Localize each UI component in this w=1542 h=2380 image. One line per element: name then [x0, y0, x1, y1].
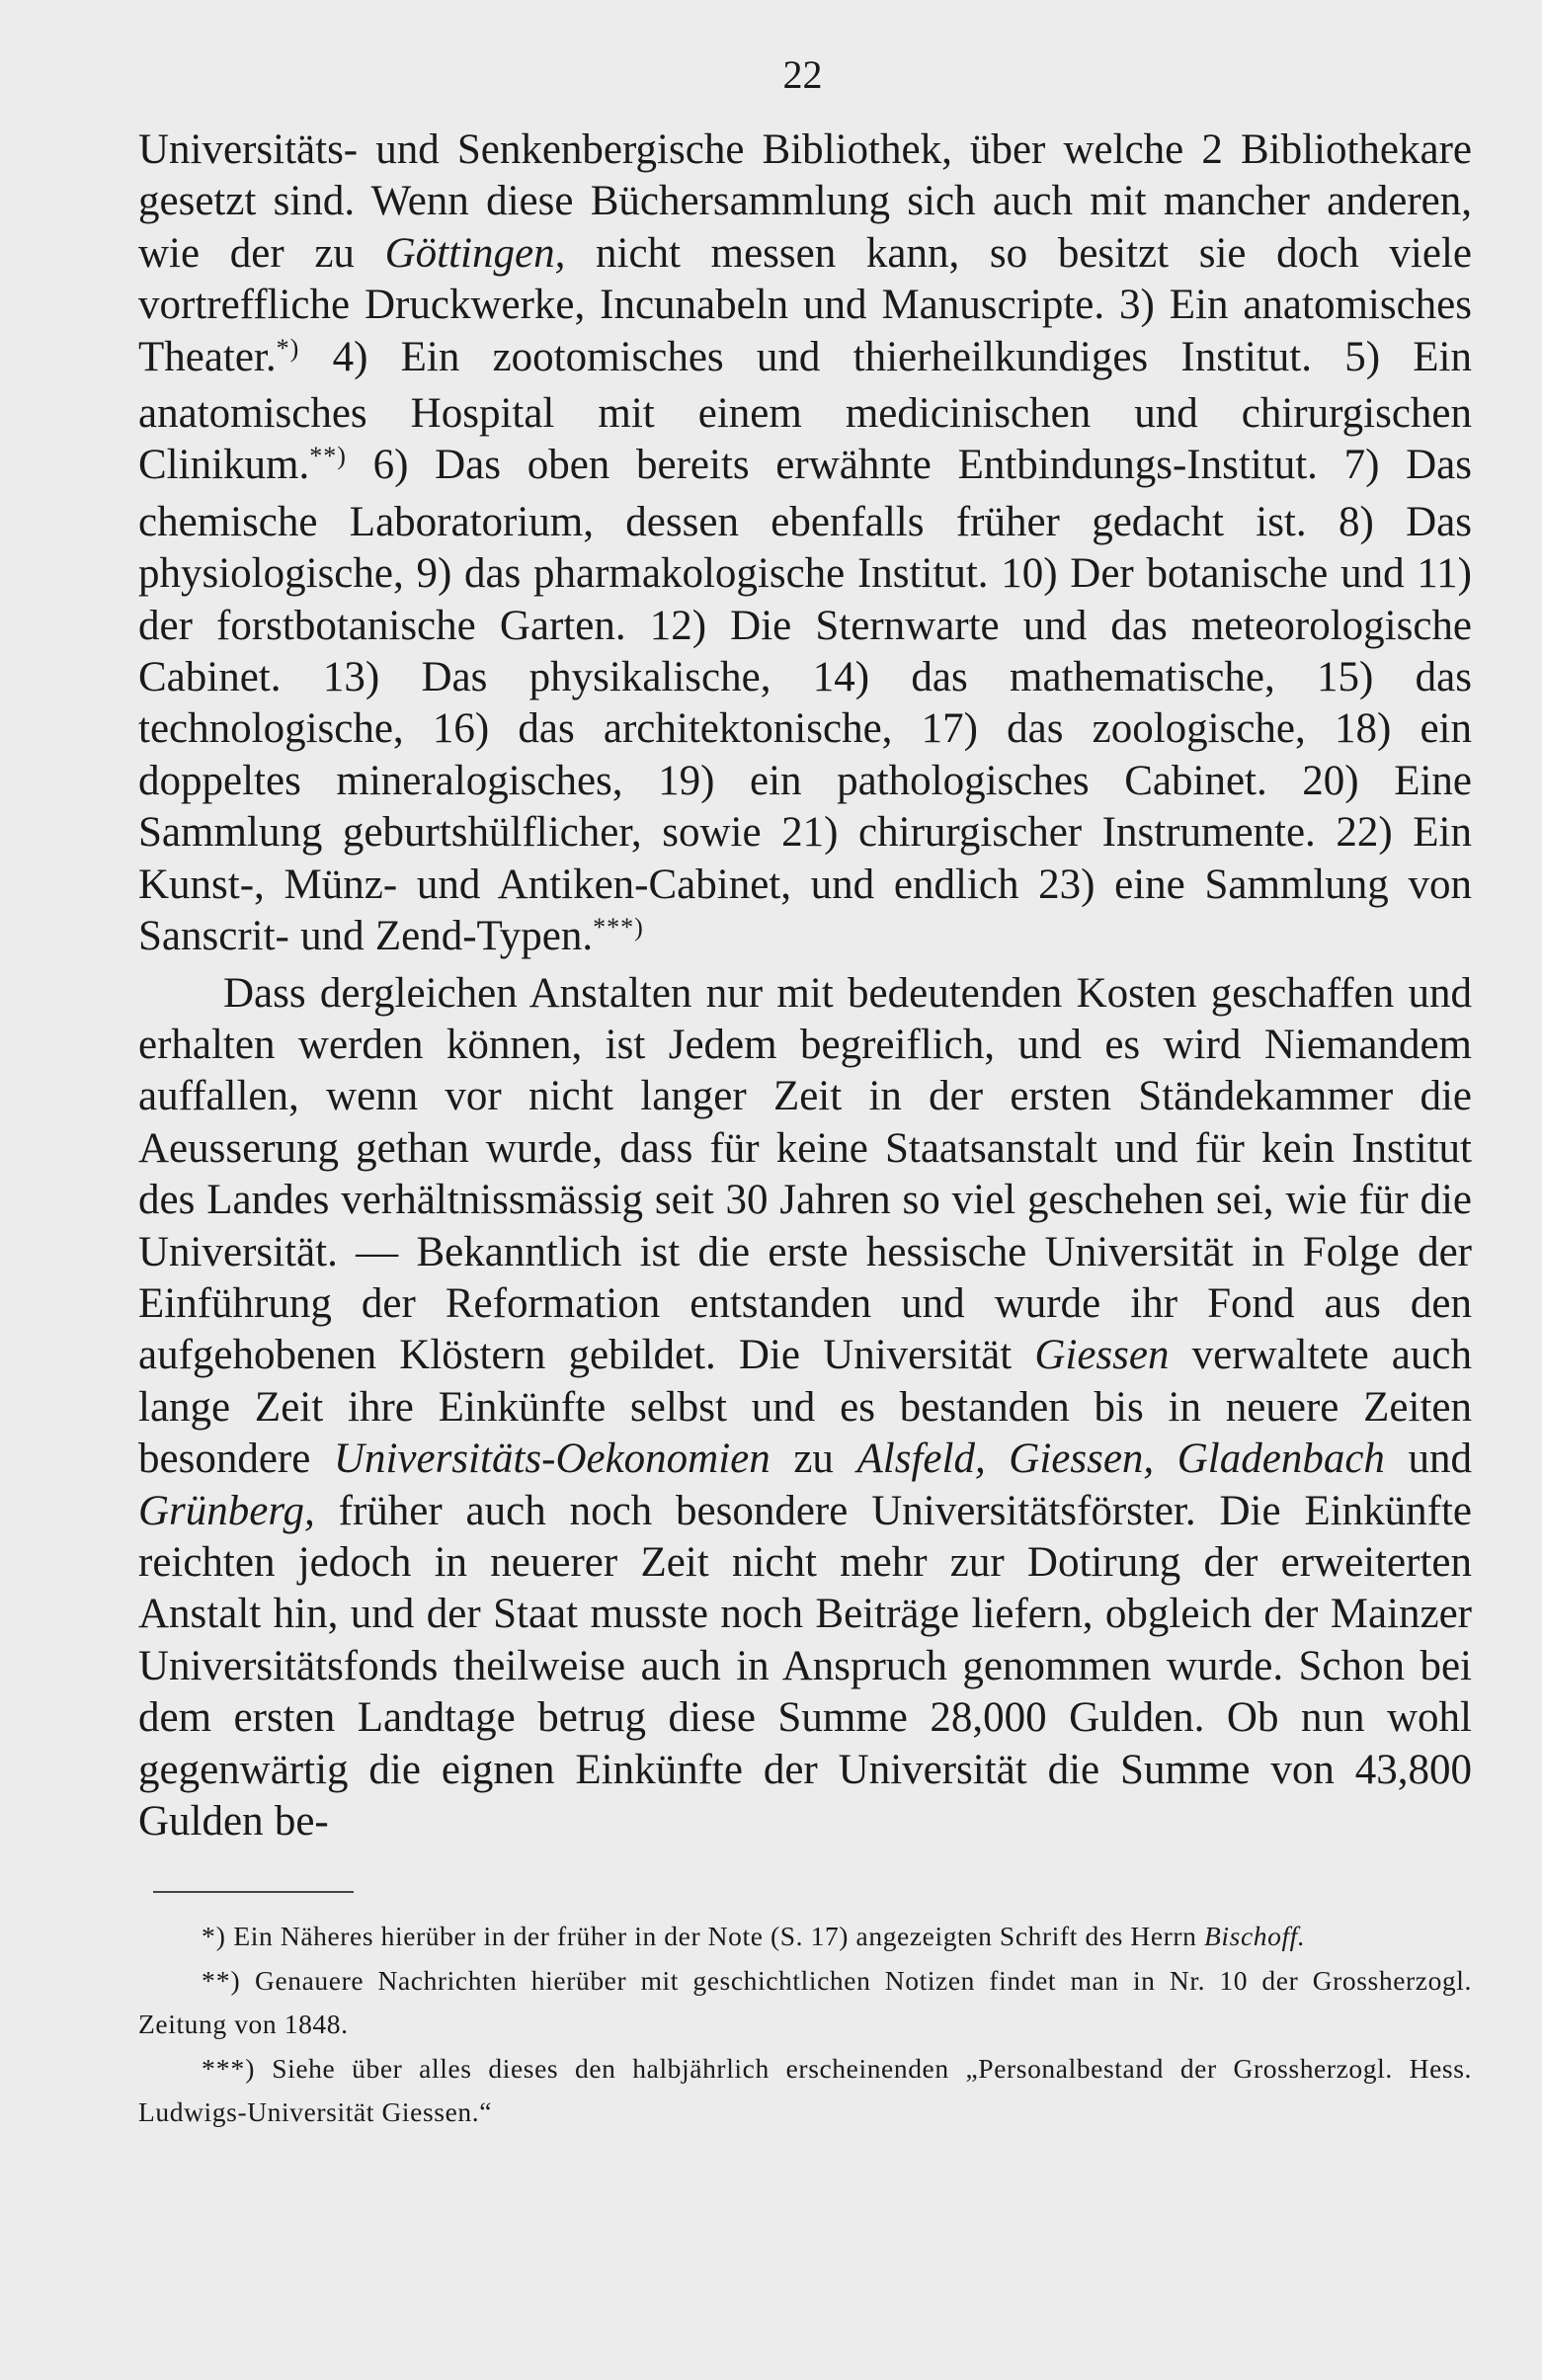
- term-oekonomien: Universitäts-Oekonomien: [333, 1436, 771, 1483]
- footnote-3-mark: ***): [202, 2053, 256, 2084]
- footnote-3: [138, 2047, 1472, 2134]
- footnote-1-text: Ein Näheres hierüber in der früher in der Note (S. 17) angezeigten Schrift des Herrn: [225, 1921, 1204, 1951]
- page-number: 22: [782, 52, 823, 97]
- paragraph-2-text-4: und: [1384, 1436, 1473, 1483]
- paragraph-1-text-2: nicht messen kann, so besitzt sie doch viele vortreffliche Druckwerke, Incunabeln und Manuscripte. 3) Ein anatomisches Theater.: [138, 229, 1472, 380]
- place-goettingen: Göttingen,: [384, 229, 566, 277]
- footnote-2: [138, 1959, 1472, 2046]
- paragraph-1-text-3: 4) Ein zootomisches und thierheilkundiges Institut. 5) Ein anatomisches Hospital mit einem medicinischen und chirurgischen Clinikum.: [138, 333, 1472, 489]
- place-gruenberg: Grünberg,: [138, 1487, 315, 1534]
- paragraph-1-text-1: Universitäts- und Senkenbergische Bibliothek, über welche 2 Bibliothekare gesetzt sind. Wenn diese Büchersammlung sich auch mit mancher anderen, wie der zu: [138, 126, 1472, 277]
- footnotes: [138, 1915, 1472, 2135]
- footnote-ref-2: **): [309, 442, 347, 471]
- footnote-1-author: Bischoff.: [1204, 1921, 1306, 1951]
- footnote-1: [138, 1915, 1472, 1958]
- footnote-2-text: Genauere Nachrichten hierüber mit geschichtlichen Notizen findet man in Nr. 10 der Grossherzogl. Zeitung von 1848.: [138, 1965, 1472, 2039]
- paragraph-1-text-4: 6) Das oben bereits erwähnte Entbindungs-Institut. 7) Das chemische Laboratorium, dessen ebenfalls früher gedacht ist. 8) Das physiologische, 9) das pharmakologische Institut. 10) Der botanische und 11) der forstbotanische Garten. 12) Die Sternwarte und das meteorologische Cabinet. 13) Das physikalische, 14) das mathematische, 15) das technologische, 16) das architektonische, 17) das zoologische, 18) ein doppeltes mineralogisches, 19) ein pathologisches Cabinet. 20) Eine Sammlung geburtshülflicher, sowie 21) chirurgischer Instrumente. 22) Ein Kunst-, Münz- und Antiken-Cabinet, und endlich 23) eine Sammlung von Sanscrit- und Zend-Typen.: [138, 442, 1472, 960]
- footnote-2-mark: **): [202, 1965, 241, 1996]
- footnote-1-mark: *): [202, 1921, 226, 1951]
- paragraph-2-text-5: früher auch noch besondere Universitätsförster. Die Einkünfte reichten jedoch in neuerer Zeit nicht mehr zur Dotirung der erweiterten Anstalt hin, und der Staat musste noch Beiträge liefern, obgleich der Mainzer Universitätsfonds theilweise auch in Anspruch genommen wurde. Schon bei dem ersten Landtage betrug diese Summe 28,000 Gulden. Ob nun wohl gegenwärtig die eignen Einkünfte der Universität die Summe von 43,800 Gulden be-: [138, 1487, 1472, 1845]
- footnote-divider: [153, 1891, 354, 1893]
- paragraph-2-text-2: verwaltete auch lange Zeit ihre Einkünfte selbst und es bestanden bis in neuere Zeiten besondere: [138, 1332, 1472, 1483]
- footnote-ref-3: ***): [593, 913, 644, 943]
- footnote-3-text: Siehe über alles dieses den halbjährlich erscheinenden „Personalbestand der Grossherzogl. Hess. Ludwigs-Universität Giessen.“: [138, 2053, 1472, 2127]
- paragraph-2: [138, 968, 1472, 1848]
- footnote-ref-1: *): [276, 333, 300, 363]
- body-text: [138, 124, 1472, 1847]
- paragraph-2-text-1: Dass dergleichen Anstalten nur mit bedeutenden Kosten geschaffen und erhalten werden können, ist Jedem begreiflich, und es wird Niemandem auffallen, wenn vor nicht langer Zeit in der ersten Ständekammer die Aeusserung gethan wurde, dass für keine Staatsanstalt und für kein Institut des Landes verhältnissmässig seit 30 Jahren so viel geschehen sei, wie für die Universität. — Bekanntlich ist die erste hessische Universität in Folge der Einführung der Reformation entstanden und wurde ihr Fond aus den aufgehobenen Klöstern gebildet. Die Universität: [138, 969, 1472, 1379]
- places-alsfeld-giessen-gladenbach: Alsfeld, Giessen, Gladenbach: [856, 1436, 1385, 1483]
- place-giessen: Giessen: [1034, 1332, 1170, 1379]
- paragraph-1: [138, 124, 1472, 968]
- paragraph-2-text-3: zu: [770, 1436, 857, 1483]
